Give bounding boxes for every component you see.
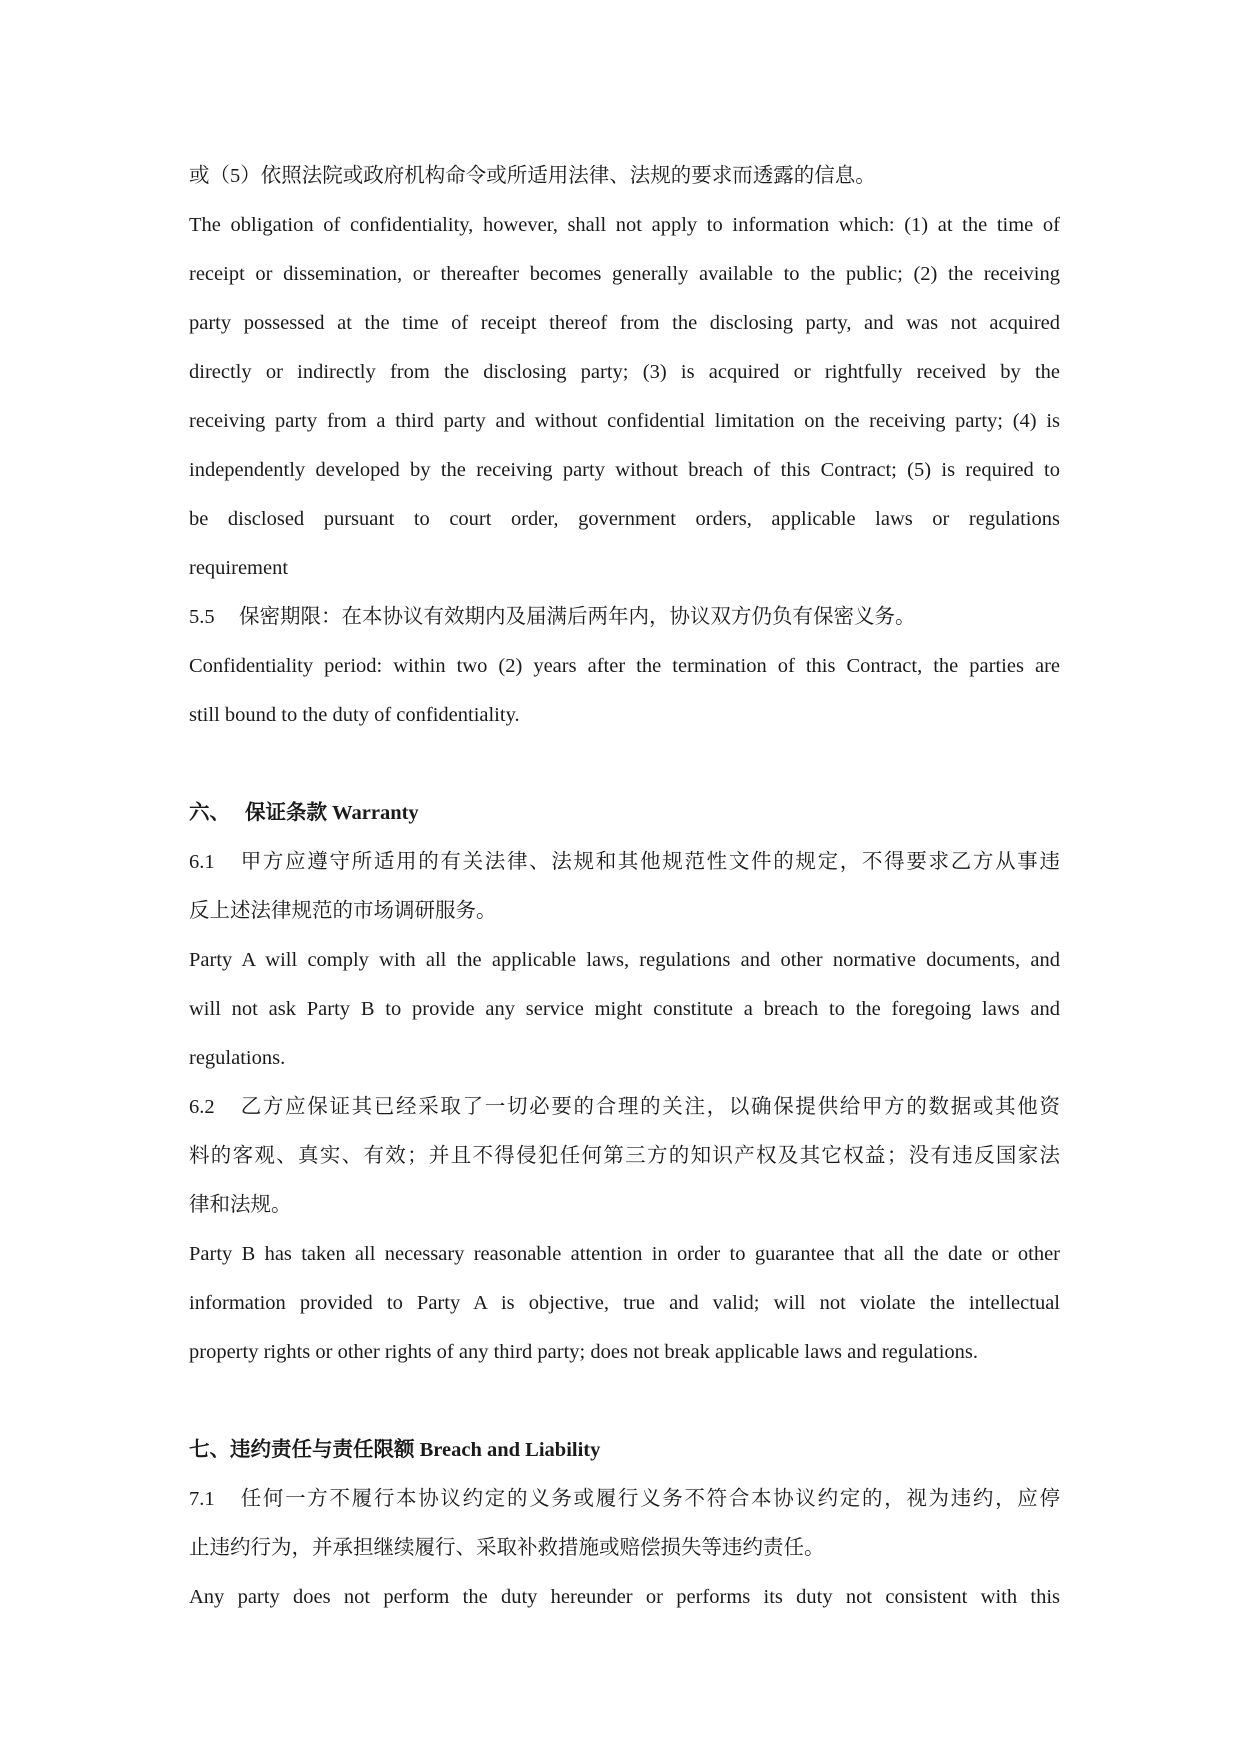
paragraph-line: Party B has taken all necessary reasonable attention in order to guarantee that all the date or other bbox=[189, 1243, 1060, 1265]
document-body bbox=[189, 152, 1060, 1622]
paragraph-line: information provided to Party A is objective, true and valid; will not violate the intellectual bbox=[189, 1292, 1060, 1314]
clause-7-1 bbox=[189, 1475, 1060, 1524]
paragraph-line: still bound to the duty of confidentiality. bbox=[189, 704, 520, 726]
section-number: 六、 bbox=[189, 802, 230, 824]
clause-text: 甲方应遵守所适用的有关法律、法规和其他规范性文件的规定，不得要求乙方从事违 bbox=[239, 851, 1060, 873]
paragraph-line: 或（5）依照法院或政府机构命令或所适用法律、法规的要求而透露的信息。 bbox=[189, 165, 876, 187]
clause-number: 6.1 bbox=[189, 851, 215, 873]
paragraph-line: 料的客观、真实、有效；并且不得侵犯任何第三方的知识产权及其它权益；没有违反国家法 bbox=[189, 1145, 1060, 1167]
clause-number: 6.2 bbox=[189, 1096, 215, 1118]
spacer bbox=[189, 1377, 1060, 1426]
paragraph-line: The obligation of confidentiality, however, shall not apply to information which: (1) at the time of bbox=[189, 214, 1060, 236]
section-heading-6 bbox=[189, 789, 1060, 838]
clause-number: 7.1 bbox=[189, 1488, 215, 1510]
paragraph-line: Confidentiality period: within two (2) years after the termination of this Contract, the parties are bbox=[189, 655, 1060, 677]
paragraph-line: 止违约行为，并承担继续履行、采取补救措施或赔偿损失等违约责任。 bbox=[189, 1537, 825, 1559]
section-heading-7: 七、违约责任与责任限额 Breach and Liability bbox=[189, 1439, 601, 1461]
clause-text: 保密期限：在本协议有效期内及届满后两年内，协议双方仍负有保密义务。 bbox=[239, 606, 916, 628]
clause-text: 任何一方不履行本协议约定的义务或履行义务不符合本协议约定的，视为违约，应停 bbox=[239, 1488, 1060, 1510]
clause-text: 乙方应保证其已经采取了一切必要的合理的关注，以确保提供给甲方的数据或其他资 bbox=[239, 1096, 1060, 1118]
clause-6-1 bbox=[189, 838, 1060, 887]
section-title: 保证条款 Warranty bbox=[245, 802, 419, 824]
paragraph-line: Any party does not perform the duty hereunder or performs its duty not consistent with this bbox=[189, 1586, 1060, 1608]
paragraph-line: property rights or other rights of any third party; does not break applicable laws and regulations. bbox=[189, 1341, 979, 1363]
clause-number: 5.5 bbox=[189, 606, 215, 628]
paragraph-line: requirement bbox=[189, 557, 289, 579]
paragraph-line: will not ask Party B to provide any service might constitute a breach to the foregoing laws and bbox=[189, 998, 1060, 1020]
clause-5-5 bbox=[189, 593, 1060, 642]
paragraph-line: regulations. bbox=[189, 1047, 286, 1069]
paragraph-line: independently developed by the receiving party without breach of this Contract; (5) is required to bbox=[189, 459, 1060, 481]
paragraph-line: Party A will comply with all the applicable laws, regulations and other normative documents, and bbox=[189, 949, 1060, 971]
paragraph-line: directly or indirectly from the disclosing party; (3) is acquired or rightfully received by the bbox=[189, 361, 1060, 383]
clause-6-2 bbox=[189, 1083, 1060, 1132]
spacer bbox=[189, 740, 1060, 789]
paragraph-line: receipt or dissemination, or thereafter becomes generally available to the public; (2) the receiving bbox=[189, 263, 1060, 285]
paragraph-line: party possessed at the time of receipt thereof from the disclosing party, and was not acquired bbox=[189, 312, 1060, 334]
paragraph-line: receiving party from a third party and without confidential limitation on the receiving party; (4) is bbox=[189, 410, 1060, 432]
paragraph-line: 反上述法律规范的市场调研服务。 bbox=[189, 900, 497, 922]
paragraph-line: 律和法规。 bbox=[189, 1194, 292, 1216]
paragraph-line: be disclosed pursuant to court order, government orders, applicable laws or regulations bbox=[189, 508, 1060, 530]
